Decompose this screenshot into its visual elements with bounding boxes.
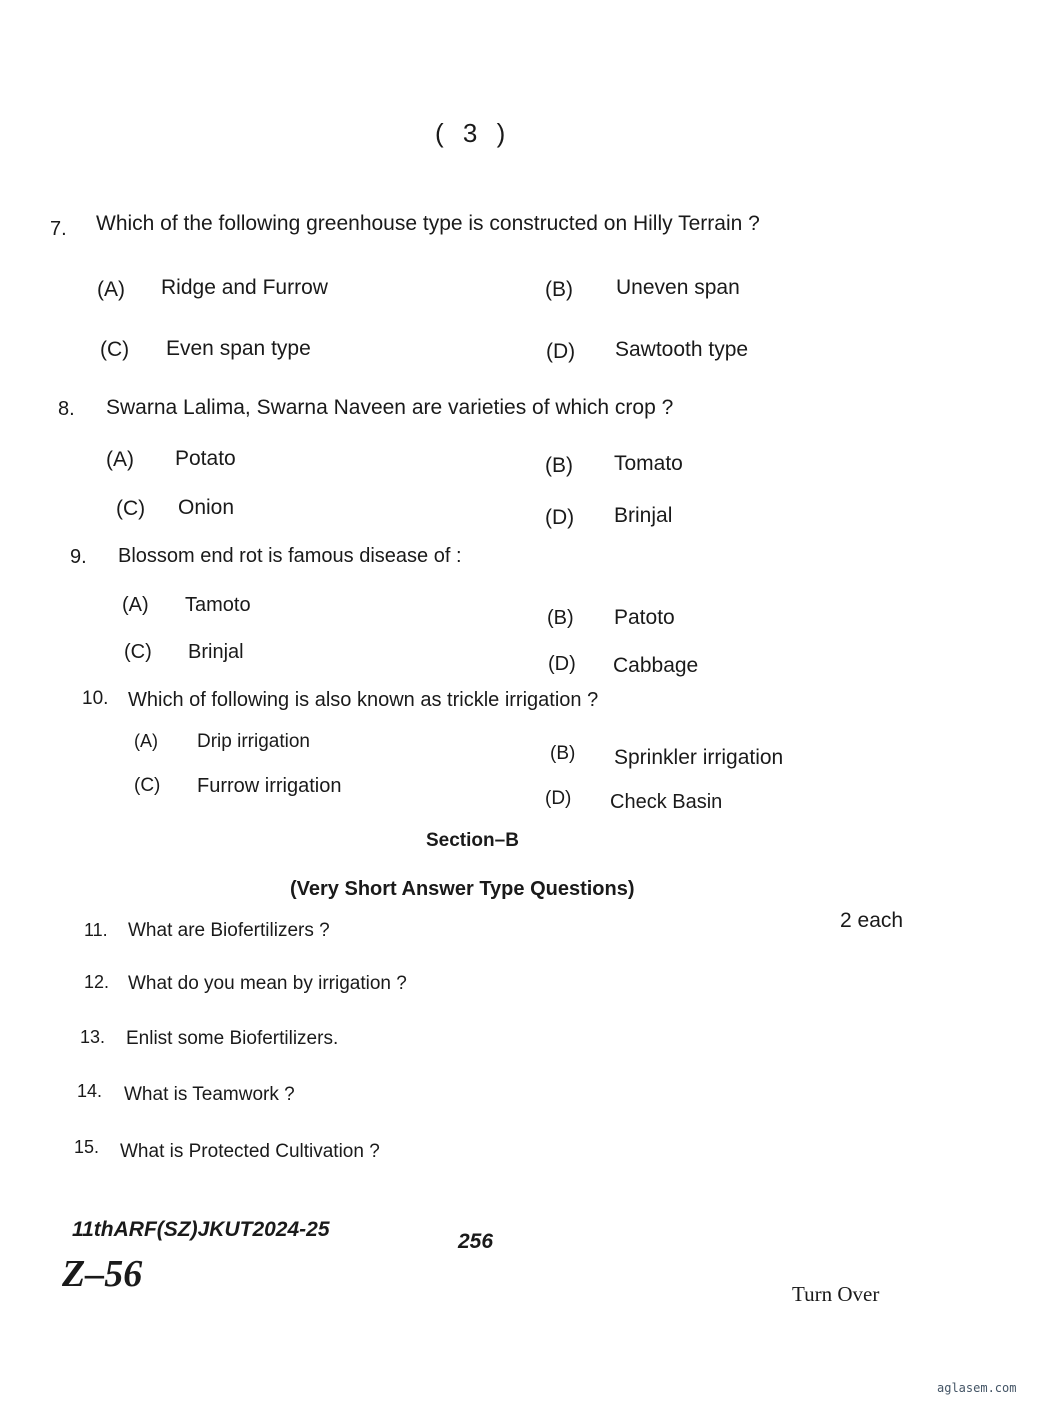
option-text: Sprinkler irrigation [614, 746, 784, 769]
option-label: (D) [545, 506, 575, 529]
option-label: (C) [116, 497, 146, 520]
watermark: aglasem.com [937, 1381, 1017, 1395]
question-text: Swarna Lalima, Swarna Naveen are varieties of which crop ? [106, 396, 674, 419]
option-text: Brinjal [614, 504, 673, 527]
option-text: Cabbage [613, 654, 699, 677]
question-text: What is Protected Cultivation ? [120, 1141, 380, 1162]
paper-code: 11thARF(SZ)JKUT2024-25 [72, 1218, 330, 1241]
question-text: What is Teamwork ? [124, 1084, 295, 1105]
question-number: 8. [58, 398, 75, 420]
option-label: (B) [545, 278, 573, 301]
option-label: (B) [545, 454, 573, 477]
question-number: 14. [77, 1081, 103, 1101]
option-text: Check Basin [610, 791, 723, 813]
question-number: 12. [84, 972, 110, 992]
question-text: What are Biofertilizers ? [128, 920, 330, 941]
paper-number: 256 [458, 1230, 494, 1253]
option-label: (B) [550, 743, 576, 764]
option-label: (D) [546, 340, 576, 363]
question-text: Blossom end rot is famous disease of : [118, 545, 462, 567]
question-text: Which of following is also known as trickle irrigation ? [128, 689, 599, 711]
option-text: Potato [175, 447, 236, 470]
option-label: (B) [547, 607, 574, 629]
option-label: (A) [97, 278, 125, 301]
option-label: (A) [122, 594, 149, 616]
option-text: Furrow irrigation [197, 775, 342, 797]
question-number: 13. [80, 1027, 106, 1047]
option-label: (A) [106, 448, 134, 471]
question-number: 7. [50, 218, 67, 240]
option-text: Onion [178, 496, 235, 519]
option-label: (C) [100, 338, 130, 361]
option-label: (C) [124, 641, 152, 663]
option-text: Tomato [614, 452, 683, 475]
question-number: 15. [74, 1137, 100, 1157]
option-text: Sawtooth type [615, 338, 749, 361]
option-label: (D) [548, 653, 576, 675]
question-text: Which of the following greenhouse type is constructed on Hilly Terrain ? [96, 212, 760, 235]
question-text: Enlist some Biofertilizers. [126, 1028, 339, 1049]
option-text: Ridge and Furrow [161, 276, 328, 299]
section-title: Section–B [426, 830, 519, 851]
question-text: What do you mean by irrigation ? [128, 973, 407, 994]
option-text: Patoto [614, 606, 675, 629]
option-text: Brinjal [188, 641, 244, 663]
question-number: 9. [70, 546, 87, 568]
option-label: (A) [134, 731, 158, 751]
option-label: (D) [545, 788, 572, 809]
option-text: Tamoto [185, 594, 251, 616]
option-text: Drip irrigation [197, 731, 310, 752]
z-code: Z–56 [62, 1253, 143, 1295]
marks-label: 2 each [840, 909, 904, 932]
page-number: ( 3 ) [435, 118, 512, 148]
question-number: 10. [82, 688, 109, 709]
question-number: 11. [84, 920, 108, 940]
section-subtitle: (Very Short Answer Type Questions) [290, 878, 635, 900]
turn-over-label: Turn Over [792, 1282, 880, 1306]
option-label: (C) [134, 775, 161, 796]
option-text: Even span type [166, 337, 311, 360]
option-text: Uneven span [616, 276, 740, 299]
